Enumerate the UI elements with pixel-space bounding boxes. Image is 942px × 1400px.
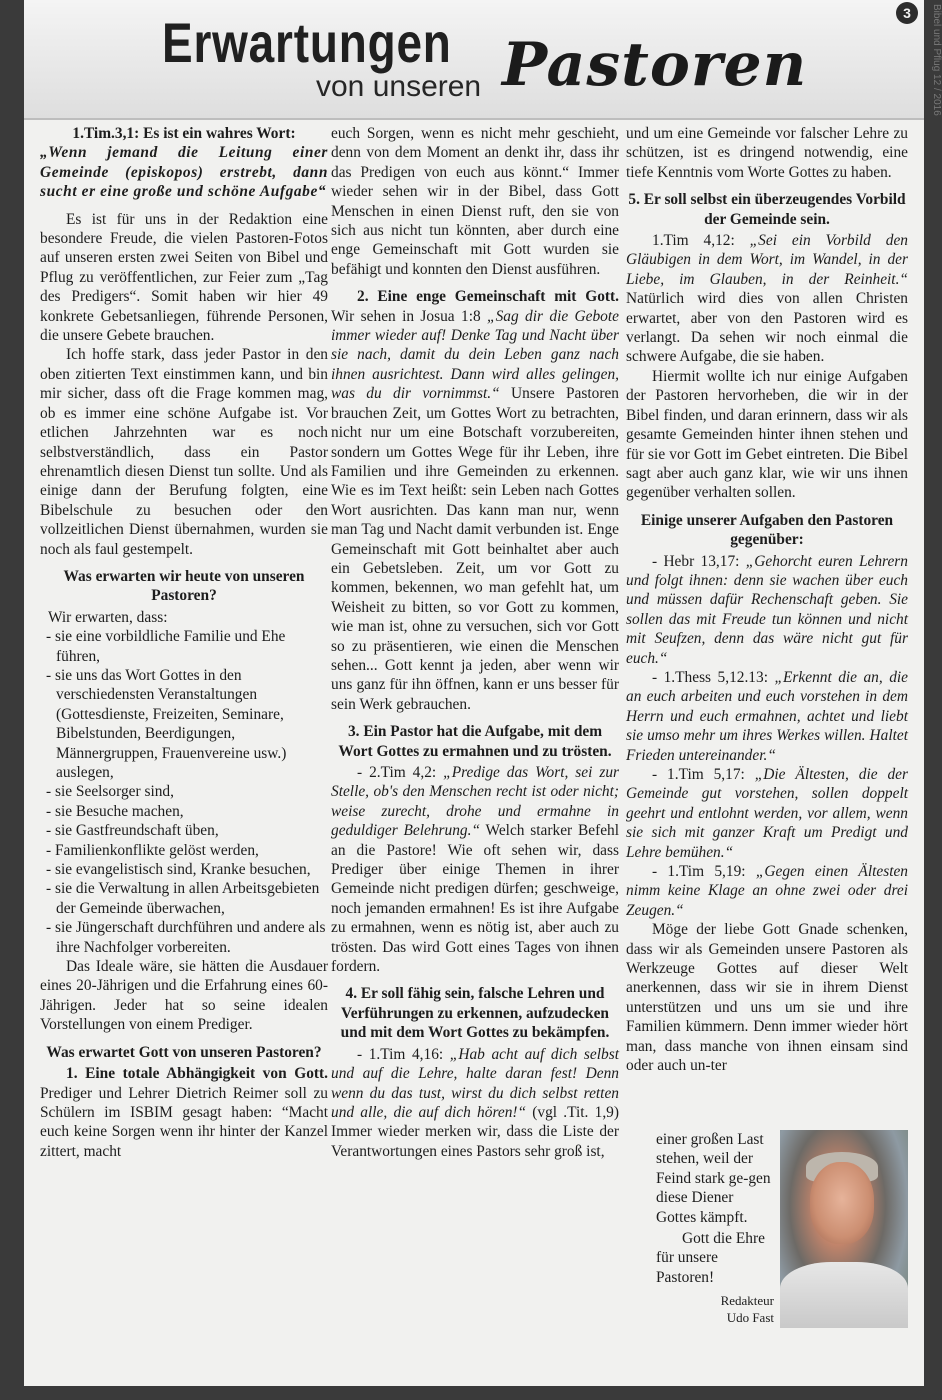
paragraph: Ich hoffe stark, dass jeder Pastor in den oben zitierten Text einstimmen kann, und bin mir sicher, dass oft die Frage kommen mag, ob es immer eine schöne Aufgabe ist. Vor etlichen Jahrzehnten war es noch selbstverständlich, dass ein Pastor ehrenamtlich diesen Dienst tun sollte. Und als einige dann der Berufung folgten, eine Bibelschule zu besuchen oder den vollzeitlichen Dienst übernahmen, wurden sie noch als faul gestempelt. xyxy=(40,346,328,558)
section-heading: 3. Ein Pastor hat die Aufgabe, mit dem Wort Gottes zu ermahnen und zu trösten. xyxy=(338,723,612,760)
bible-quote: „Predige das Wort, sei zur Stelle, ob's den Menschen recht ist oder nicht; weise zurecht, drohe und ermahne in geduldiger Belehrung.“ xyxy=(331,764,619,840)
paragraph xyxy=(331,1045,619,1161)
bible-quote: „Die Ältesten, die der Gemeinde gut vorstehen, sollen doppelt geehrt und entlohnt werden, vor allem, wenn sie sich mit ganzer Kraft um Predigt und Lehre bemühen.“ xyxy=(626,766,908,861)
expectations-list xyxy=(40,627,328,957)
list-item: - sie evangelistisch sind, Kranke besuchen, xyxy=(40,860,328,879)
bible-quote: „Gegen einen Ältesten nimm keine Klage an ohne zwei oder drei Zeugen.“ xyxy=(626,863,908,919)
author-name: Udo Fast xyxy=(726,1310,774,1325)
side-margin-text: Bibel und Pflug 12 / 2016 xyxy=(931,4,942,116)
list-intro: Wir erwarten, dass: xyxy=(48,608,168,626)
list-item: - sie Gastfreundschaft üben, xyxy=(40,821,328,840)
paragraph: Es ist für uns in der Redaktion eine besondere Freude, die vielen Pastoren-Fotos auf unseren ersten zwei Seiten von Bibel und Pflug zu veröffentlichen, zur Feier zum „Tag des Predigers“. Somit haben wir hier 49 konkrete Gebetsanliegen, führende Personen, die unsere Gebete brauchen. xyxy=(40,210,328,345)
page-title: Erwartungen xyxy=(162,11,452,74)
paragraph: und um eine Gemeinde vor falscher Lehre zu schützen, ist es dringend notwendig, eine tiefe Kenntnis vom Worte Gottes zu haben. xyxy=(626,125,908,181)
column-1 xyxy=(40,124,328,1161)
intro-reference: 1.Tim.3,1: Es ist ein wahres Wort: xyxy=(72,125,296,142)
column-3 xyxy=(626,124,908,1076)
paragraph xyxy=(331,763,619,976)
paragraph-text: (vgl .Tit. 1,9) Immer wieder merken wir, dass die Liste der Verantwortungen eines Pastors sehr groß ist, xyxy=(331,1103,619,1160)
section-heading: Was erwartet Gott von unseren Pastoren? xyxy=(46,1043,322,1061)
page-subtitle: von unseren xyxy=(316,70,482,103)
section-heading: 5. Er soll selbst ein überzeugendes Vorbild der Gemeinde sein. xyxy=(628,191,906,228)
bible-reference: - 1.Thess 5,12.13: xyxy=(652,668,775,686)
paragraph: Das Ideale wäre, sie hätten die Ausdauer eines 20-Jährigen und die Erfahrung eines 60-Jährigen. Jeder hat so seine idealen Vorstellungen von einem Prediger. xyxy=(40,958,328,1034)
point-heading: 2. Eine enge Gemeinschaft mit Gott. xyxy=(357,288,619,306)
bible-quote: „Sag dir die Gebote immer wieder auf! Denke Tag und Nacht über sie nach, damit du dein Leben ganz nach ihnen ausrichtest. Dann wird alles gelingen, was du dir vornimmst.“ xyxy=(331,307,619,403)
photo-shirt-shape xyxy=(780,1262,908,1328)
bible-quote: „Erkennt die an, die an euch arbeiten und euch vorstehen in dem Herrn und euch ermahnen, achtet und liebt sie umso mehr um ihres Werkes willen. Haltet Frieden untereinander.“ xyxy=(626,668,908,764)
page-number-badge: 3 xyxy=(896,2,918,24)
bible-reference: - Hebr 13,17: xyxy=(652,552,746,570)
section-heading: Einige unserer Aufgaben den Pastoren gegenüber: xyxy=(640,511,894,549)
author-role: Redakteur xyxy=(720,1293,774,1308)
column-2 xyxy=(331,124,619,1161)
photo-face-shape xyxy=(810,1162,874,1244)
bible-reference: - 1.Tim 4,16: xyxy=(357,1045,450,1063)
paragraph-text: Welch starker Befehl an die Pastore! Wie oft sehen wir, dass Prediger über einige Themen in ihrer Gemeinde nicht predigen dürfen; geschweige, noch jemanden ermahnen! Es ist ihre Aufgabe zu ermahnen, wenn es nötig ist, aber auch zu trösten. Das wird Gott eines Tages von ihnen fordern. xyxy=(331,822,619,976)
paragraph: einer großen Last stehen, weil der Feind stark ge-gen diese Diener Gottes kämpft. xyxy=(656,1131,771,1226)
verse xyxy=(626,552,908,668)
paragraph: Gott die Ehre für unsere Pastoren! xyxy=(656,1230,765,1286)
list-item: - sie die Verwaltung in allen Arbeitsgebieten der Gemeinde überwachen, xyxy=(40,879,328,918)
editor-photo xyxy=(780,1130,908,1328)
paragraph xyxy=(40,1064,328,1161)
verse xyxy=(626,668,908,765)
list-item: - sie Seelsorger sind, xyxy=(40,782,328,801)
bible-reference: - 1.Tim 5,17: xyxy=(652,766,755,783)
verse xyxy=(626,862,908,920)
page-title-script: Pastoren xyxy=(502,30,808,100)
bible-quote: „Hab acht auf dich selbst und auf die Lehre, halte daran fest! Denn wenn du das tust, wirst du dich selbst retten und alle, die auf dich hören!“ xyxy=(331,1045,619,1121)
verse xyxy=(626,765,908,862)
section-heading: 4. Er soll fähig sein, falsche Lehren und Verführungen zu erkennen, aufzudecken und mit dem Wort Gottes zu bekämpfen. xyxy=(340,985,610,1042)
closing-text xyxy=(656,1130,774,1287)
list-item: - sie eine vorbildliche Familie und Ehe führen, xyxy=(40,627,328,666)
bible-reference: - 1.Tim 5,19: xyxy=(652,863,756,881)
author-credit xyxy=(684,1292,774,1326)
paragraph: euch Sorgen, wenn es nicht mehr geschieht, denn von dem Moment an denkt ihr, dass ihr das Predigen von euch aus könnt.“ Immer wieder sehen wir in der Bibel, dass Gott Menschen in einen Dienst ruft, den sie von sich aus nicht tun könnten, aber durch eine enge Gemeinschaft mit Gott wurden sie befähigt und konnten den Dienst ausführen. xyxy=(331,125,619,278)
paragraph-text: Prediger und Lehrer Dietrich Reimer soll zu Schülern im ISBIM gesagt haben: “Macht euch keine Sorgen wenn ihr hinter der Kanzel zittert, macht xyxy=(40,1084,328,1160)
paragraph xyxy=(626,231,908,367)
magazine-page xyxy=(24,0,942,1386)
header-banner xyxy=(24,0,924,120)
bible-reference: - 2.Tim 4,2: xyxy=(357,764,444,781)
list-item: - sie Besuche machen, xyxy=(40,802,328,821)
bible-reference: 1.Tim 4,12: xyxy=(652,232,750,250)
paragraph-text: Natürlich wird dies von allen Christen erwartet, aber von den Pastoren wird es verlangt. Da sehen wir noch einmal die schwere Aufgabe, die sie haben. xyxy=(626,290,908,366)
list-item: - Familienkonflikte gelöst werden, xyxy=(40,841,328,860)
list-item: - sie uns das Wort Gottes in den verschiedensten Veranstaltungen (Gottesdienste, Freizeiten, Seminare, Bibelstunden, Beerdigungen, Männergruppen, Frauenvereine usw.) auslegen, xyxy=(40,666,328,782)
paragraph: Möge der liebe Gott Gnade schenken, dass wir als Gemeinden unsere Pastoren als Werkzeuge Gottes auf dieser Welt anerkennen, dass wir sie in ihrem Dienst unterstützen und uns um sie und ihre Familien kümmern. Denn immer wieder hört man, dass manche von ihnen einsam sind oder auch un-ter xyxy=(626,921,908,1075)
bible-quote: „Gehorcht euren Lehrern und folgt ihnen: denn sie wachen über euch und müssen dafür Rechenschaft geben. Sie sollen das mit Freude tun können und nicht mit Seufzen, denn das wäre nicht gut für euch.“ xyxy=(626,552,908,667)
paragraph xyxy=(331,287,619,714)
paragraph: Hiermit wollte ich nur einige Aufgaben der Pastoren hervorheben, die wir in der Bibel finden, und daran erinnern, dass wir als gesamte Gemeinden hinter ihnen stehen und für sie vor Gott im Gebet eintreten. Die Bibel sagt aber auch ganz klar, wie wir uns ihnen gegenüber verhalten sollen. xyxy=(626,367,908,502)
section-heading: Was erwarten wir heute von unseren Pastoren? xyxy=(63,567,305,605)
point-heading: 1. Eine totale Abhängigkeit von Gott. xyxy=(66,1065,328,1083)
paragraph-text: Wir sehen in Josua 1:8 xyxy=(331,307,488,325)
paragraph-text: Unsere Pastoren brauchen Zeit, um Gottes Wort zu betrachten, nicht nur um eine Botschaft vorzubereiten, sondern um Gottes Wege für ihr Leben, ihre Familien und ihre Gemeinden zu erkennen. Wie es im Text heißt: sein Leben nach Gottes Wort ausrichten. Das kann man nur, wenn man Tag und Nacht damit verbunden ist. Enge Gemeinschaft mit Gott beinhaltet aber auch ein Gebetsleben. Zeit, um vor Gott zu kommen, bekennen, wo man gefehlt hat, um Weisheit zu bitten, so vor Gott zu kommen, wie man ist, ohne zu versuchen, sich vor Gott so zu präsentieren, wie einen die Menschen sehen... Gott kennt ja jeden, aber wenn wir uns ganz für ihn öffnen, kann er uns besser für sein Werk gebrauchen. xyxy=(331,385,619,713)
bible-quote: „Sei ein Vorbild den Gläubigen in dem Wort, im Wandel, in der Liebe, im Glauben, in der Reinheit.“ xyxy=(626,232,908,288)
list-item: - sie Jüngerschaft durchführen und andere als ihre Nachfolger vorbereiten. xyxy=(40,918,328,957)
intro-quote: „Wenn jemand die Leitung einer Gemeinde (episkopos) erstrebt, dann sucht er eine große und schöne Aufgabe“ xyxy=(40,144,328,201)
